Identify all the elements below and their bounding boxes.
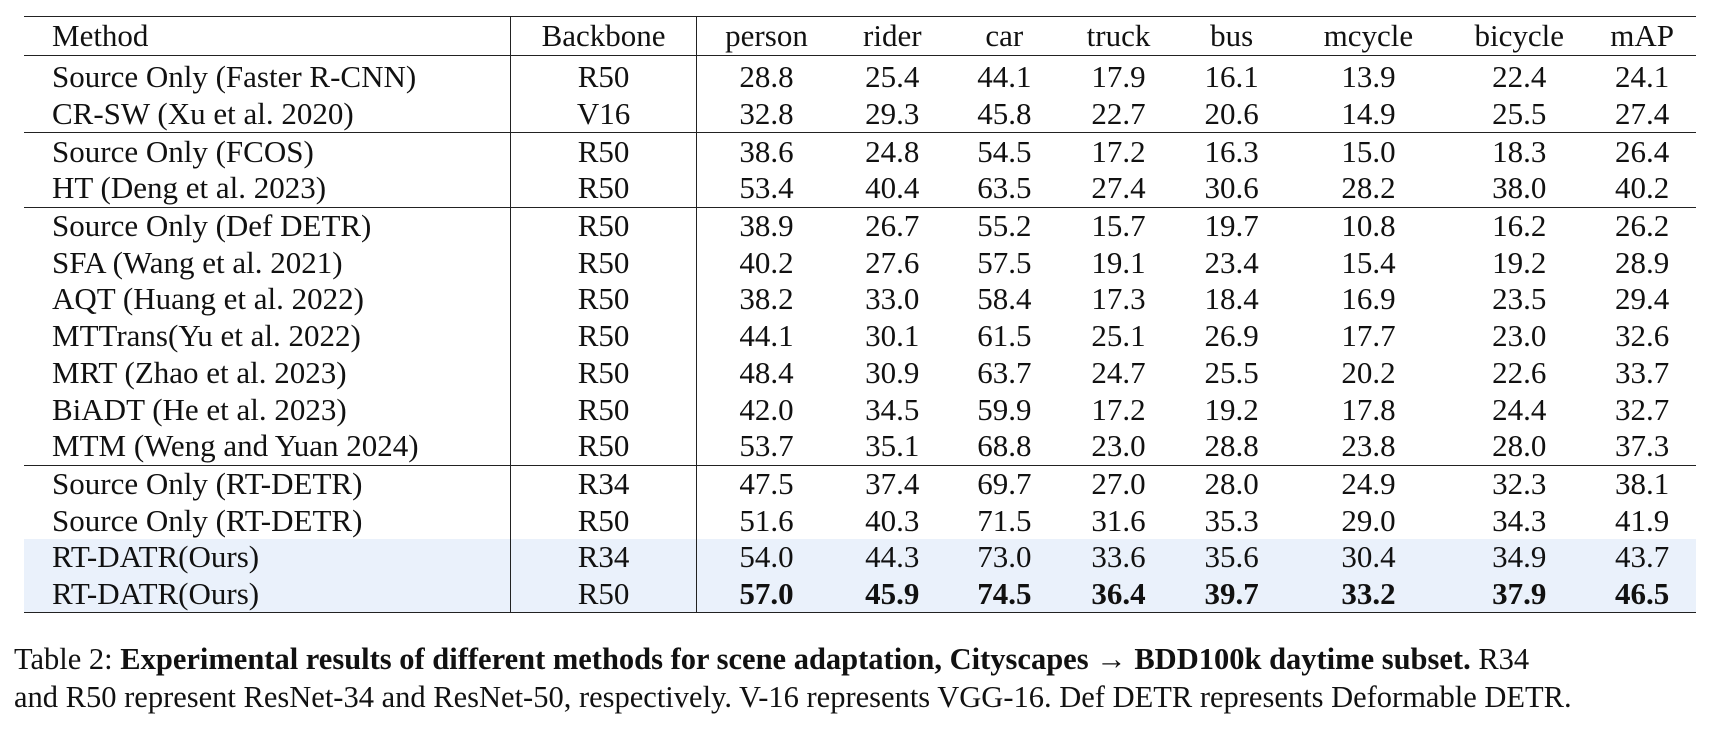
value-cell: 38.6: [696, 133, 836, 170]
value-cell: 57.0: [696, 576, 836, 613]
value-cell: 30.4: [1287, 539, 1451, 576]
value-cell: 42.0: [739, 391, 794, 427]
table-row: [24, 502, 1696, 539]
value-cell: 28.9: [1614, 244, 1670, 280]
value-cell: 17.3: [1091, 281, 1146, 317]
column-header: rider: [863, 18, 922, 53]
value-cell: 44.3: [836, 539, 948, 576]
method-cell: RT-DATR(Ours): [24, 576, 511, 613]
backbone-cell: R50: [511, 391, 696, 428]
value-cell: 32.6: [1614, 318, 1670, 354]
column-header: bus: [1210, 18, 1254, 53]
value-cell: 68.8: [977, 428, 1032, 464]
value-cell: 22.7: [1091, 96, 1146, 132]
value-cell: 17.9: [1091, 59, 1146, 95]
value-cell: 24.9: [1287, 465, 1451, 502]
value-cell: 53.4: [739, 170, 794, 206]
value-cell: 32.7: [1614, 391, 1670, 427]
backbone-cell: R50: [511, 502, 696, 539]
value-cell: 25.5: [1204, 354, 1259, 390]
value-cell: 24.7: [1091, 354, 1146, 390]
value-cell: 22.4: [1492, 59, 1547, 95]
backbone-cell: R50: [511, 170, 696, 207]
value-cell: 25.5: [1492, 96, 1547, 132]
backbone-cell: R50: [511, 576, 696, 613]
value-cell: 48.4: [739, 354, 794, 390]
table-row: [24, 244, 1696, 281]
table-header-row: [24, 17, 1696, 56]
backbone-cell: R50: [511, 355, 696, 392]
value-cell: 71.5: [977, 502, 1032, 538]
method-cell: MTTrans(Yu et al. 2022): [52, 318, 361, 354]
value-cell: 17.2: [1091, 391, 1146, 427]
backbone-cell: R50: [511, 244, 696, 281]
method-cell: BiADT (He et al. 2023): [52, 391, 347, 427]
value-cell: 35.6: [1177, 539, 1287, 576]
results-table-container: [24, 16, 1696, 613]
method-cell: Source Only (Def DETR): [24, 207, 511, 244]
value-cell: 23.0: [1091, 428, 1146, 464]
column-header: mcycle: [1323, 18, 1414, 53]
value-cell: 26.4: [1588, 133, 1696, 170]
value-cell: 34.3: [1492, 502, 1547, 538]
value-cell: 44.1: [977, 59, 1032, 95]
value-cell: 26.7: [836, 207, 948, 244]
value-cell: 37.4: [836, 465, 948, 502]
method-cell: Source Only (Faster R-CNN): [52, 59, 417, 95]
value-cell: 32.8: [739, 96, 794, 132]
caption-label: Table 2:: [14, 642, 113, 676]
value-cell: 63.7: [977, 354, 1032, 390]
value-cell: 36.4: [1060, 576, 1176, 613]
table-row: [24, 96, 1696, 133]
value-cell: 35.3: [1204, 502, 1259, 538]
backbone-cell: R50: [511, 207, 696, 244]
value-cell: 23.4: [1204, 244, 1259, 280]
value-cell: 58.4: [977, 281, 1032, 317]
column-header: bicycle: [1474, 18, 1565, 53]
value-cell: 26.9: [1204, 318, 1259, 354]
method-cell: Source Only (RT-DETR): [24, 465, 511, 502]
value-cell: 23.0: [1492, 318, 1547, 354]
results-table: [24, 16, 1696, 613]
value-cell: 63.5: [977, 170, 1032, 206]
value-cell: 38.1: [1588, 465, 1696, 502]
value-cell: 40.4: [865, 170, 920, 206]
value-cell: 17.2: [1060, 133, 1176, 170]
table-row: [24, 56, 1696, 96]
value-cell: 54.0: [696, 539, 836, 576]
value-cell: 31.6: [1091, 502, 1146, 538]
value-cell: 16.1: [1204, 59, 1259, 95]
value-cell: 28.0: [1177, 465, 1287, 502]
value-cell: 24.8: [836, 133, 948, 170]
method-cell: HT (Deng et al. 2023): [52, 170, 327, 206]
value-cell: 47.5: [696, 465, 836, 502]
value-cell: 10.8: [1287, 207, 1451, 244]
value-cell: 19.1: [1091, 244, 1146, 280]
value-cell: 41.9: [1614, 502, 1670, 538]
value-cell: 34.5: [865, 391, 920, 427]
method-cell: Source Only (RT-DETR): [52, 502, 363, 538]
value-cell: 27.6: [865, 244, 920, 280]
value-cell: 15.0: [1287, 133, 1451, 170]
value-cell: 27.4: [1614, 96, 1670, 132]
value-cell: 29.4: [1614, 281, 1670, 317]
value-cell: 45.8: [977, 96, 1032, 132]
value-cell: 34.9: [1450, 539, 1588, 576]
value-cell: 29.3: [865, 96, 920, 132]
value-cell: 73.0: [948, 539, 1060, 576]
value-cell: 19.2: [1204, 391, 1259, 427]
value-cell: 40.2: [739, 244, 794, 280]
value-cell: 39.7: [1177, 576, 1287, 613]
column-header: Method: [52, 18, 149, 53]
value-cell: 30.6: [1204, 170, 1259, 206]
caption-rest-line1: R34: [1470, 642, 1530, 676]
value-cell: 33.6: [1060, 539, 1176, 576]
value-cell: 27.0: [1060, 465, 1176, 502]
value-cell: 16.2: [1450, 207, 1588, 244]
value-cell: 43.7: [1588, 539, 1696, 576]
value-cell: 28.8: [1204, 428, 1259, 464]
column-header: Backbone: [511, 17, 696, 56]
method-cell: MTM (Weng and Yuan 2024): [52, 428, 419, 464]
backbone-cell: R50: [511, 281, 696, 318]
column-header: mAP: [1610, 18, 1674, 53]
value-cell: 30.9: [865, 354, 920, 390]
value-cell: 18.4: [1204, 281, 1259, 317]
value-cell: 27.4: [1091, 170, 1146, 206]
value-cell: 57.5: [977, 244, 1032, 280]
value-cell: 24.1: [1614, 59, 1670, 95]
value-cell: 13.9: [1341, 59, 1396, 95]
value-cell: 26.2: [1588, 207, 1696, 244]
value-cell: 61.5: [977, 318, 1032, 354]
table-row: [24, 170, 1696, 207]
value-cell: 40.3: [865, 502, 920, 538]
value-cell: 54.5: [948, 133, 1060, 170]
value-cell: 69.7: [948, 465, 1060, 502]
table-row: [24, 281, 1696, 318]
backbone-cell: V16: [511, 96, 696, 133]
value-cell: 28.8: [739, 59, 794, 95]
value-cell: 28.0: [1492, 428, 1547, 464]
value-cell: 25.4: [865, 59, 920, 95]
value-cell: 44.1: [739, 318, 794, 354]
backbone-cell: R34: [511, 539, 696, 576]
method-cell: CR-SW (Xu et al. 2020): [52, 96, 354, 132]
value-cell: 28.2: [1341, 170, 1396, 206]
value-cell: 74.5: [948, 576, 1060, 613]
value-cell: 33.0: [865, 281, 920, 317]
table-row: [24, 318, 1696, 355]
value-cell: 23.5: [1492, 281, 1547, 317]
value-cell: 19.2: [1492, 244, 1547, 280]
value-cell: 51.6: [739, 502, 794, 538]
caption-rest-line2: and R50 represent ResNet-34 and ResNet-50, respectively. V-16 represents VGG-16. Def DETR represents Deformable DETR.: [14, 680, 1572, 714]
method-cell: Source Only (FCOS): [24, 133, 511, 170]
method-cell: AQT (Huang et al. 2022): [52, 281, 364, 317]
value-cell: 14.9: [1341, 96, 1396, 132]
value-cell: 22.6: [1492, 354, 1547, 390]
value-cell: 38.0: [1492, 170, 1547, 206]
value-cell: 18.3: [1450, 133, 1588, 170]
caption-bold-text: Experimental results of different methods for scene adaptation, Cityscapes → BDD100k daytime subset.: [120, 642, 1471, 676]
value-cell: 37.3: [1614, 428, 1670, 464]
value-cell: 30.1: [865, 318, 920, 354]
backbone-cell: R50: [511, 133, 696, 170]
value-cell: 45.9: [836, 576, 948, 613]
value-cell: 46.5: [1588, 576, 1696, 613]
table-caption: [14, 640, 1714, 716]
table-row: [24, 133, 1696, 170]
method-cell: SFA (Wang et al. 2021): [52, 244, 343, 280]
value-cell: 16.3: [1177, 133, 1287, 170]
table-row: [24, 539, 1696, 576]
value-cell: 24.4: [1492, 391, 1547, 427]
value-cell: 33.7: [1614, 354, 1670, 390]
value-cell: 53.7: [739, 428, 794, 464]
table-row: [24, 391, 1696, 428]
value-cell: 32.3: [1450, 465, 1588, 502]
backbone-cell: R50: [511, 428, 696, 465]
value-cell: 17.7: [1341, 318, 1396, 354]
backbone-cell: R50: [511, 56, 696, 96]
value-cell: 19.7: [1177, 207, 1287, 244]
value-cell: 23.8: [1341, 428, 1396, 464]
table-row: [24, 355, 1696, 392]
value-cell: 15.7: [1060, 207, 1176, 244]
value-cell: 16.9: [1341, 281, 1396, 317]
value-cell: 25.1: [1091, 318, 1146, 354]
value-cell: 40.2: [1614, 170, 1670, 206]
value-cell: 38.2: [739, 281, 794, 317]
column-header: car: [985, 18, 1024, 53]
table-row: [24, 207, 1696, 244]
table-row: [24, 576, 1696, 613]
value-cell: 29.0: [1341, 502, 1396, 538]
value-cell: 55.2: [948, 207, 1060, 244]
method-cell: RT-DATR(Ours): [24, 539, 511, 576]
column-header: person: [725, 18, 808, 53]
method-cell: MRT (Zhao et al. 2023): [52, 354, 347, 390]
value-cell: 38.9: [696, 207, 836, 244]
value-cell: 20.6: [1204, 96, 1259, 132]
value-cell: 59.9: [977, 391, 1032, 427]
value-cell: 17.8: [1341, 391, 1396, 427]
table-row: [24, 428, 1696, 465]
value-cell: 35.1: [865, 428, 920, 464]
value-cell: 33.2: [1287, 576, 1451, 613]
column-header: truck: [1086, 18, 1151, 53]
backbone-cell: R50: [511, 318, 696, 355]
value-cell: 37.9: [1450, 576, 1588, 613]
table-row: [24, 465, 1696, 502]
value-cell: 15.4: [1341, 244, 1396, 280]
value-cell: 20.2: [1341, 354, 1396, 390]
backbone-cell: R34: [511, 465, 696, 502]
table-body: [24, 56, 1696, 613]
